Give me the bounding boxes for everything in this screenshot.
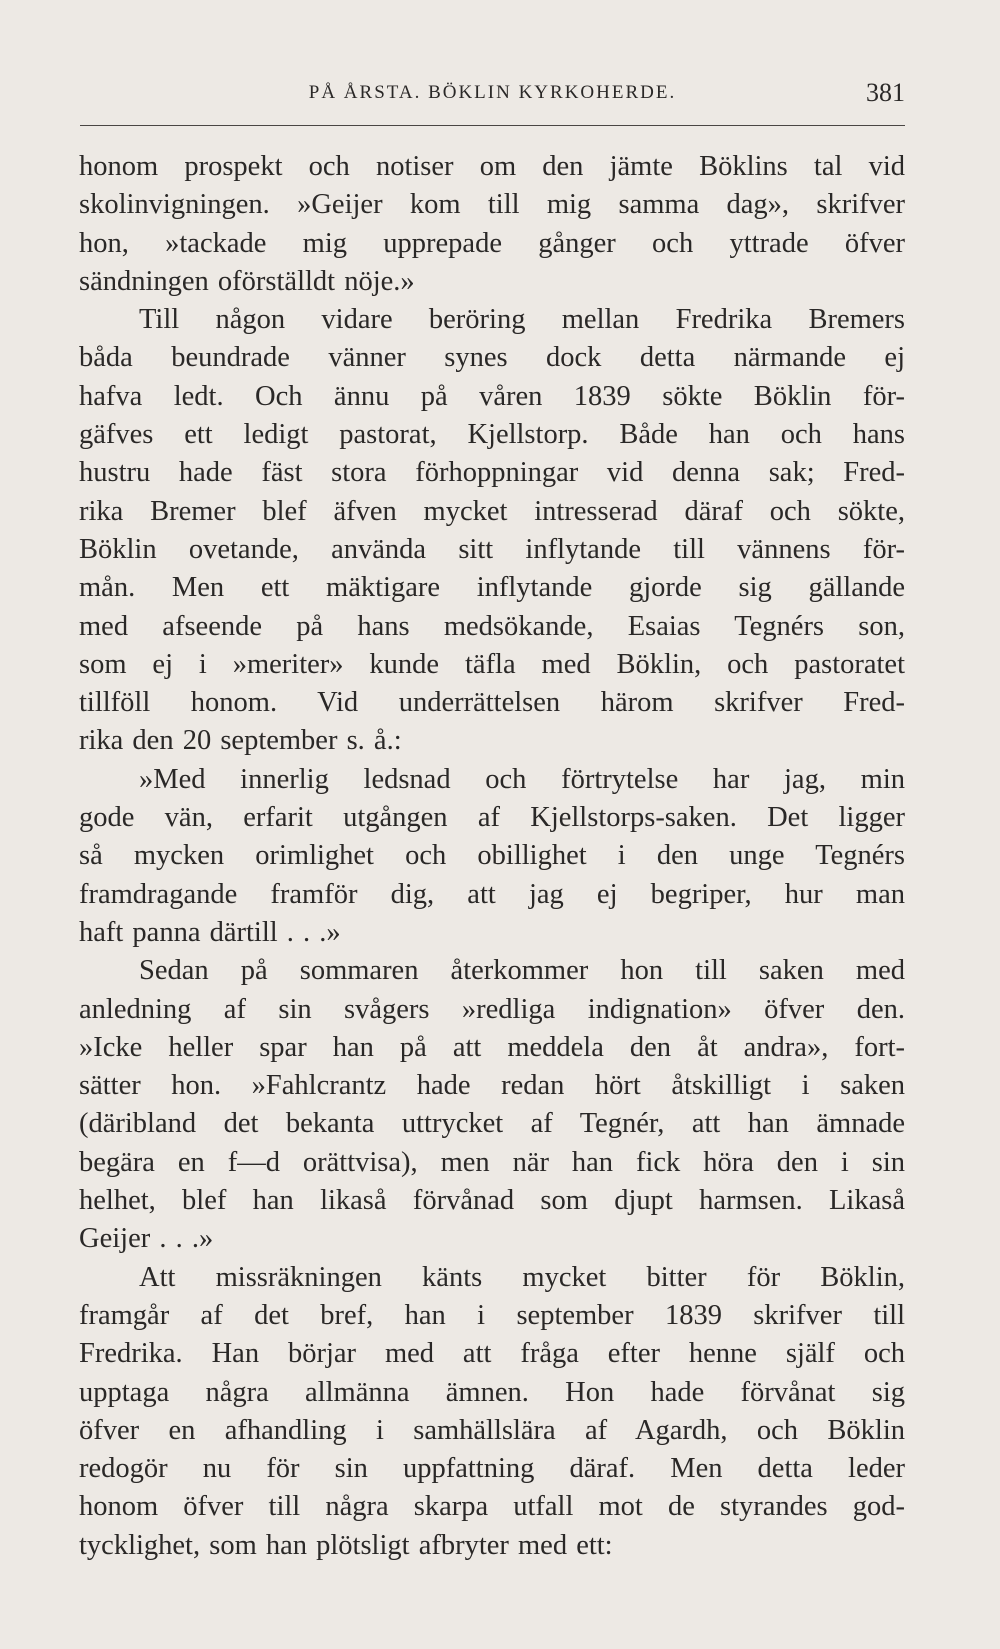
text-line: tycklighet, som han plötsligt afbryter med ett:: [79, 1529, 613, 1561]
text-line: begära en f—d orättvisa), men när han fick höra den i sin: [79, 1146, 905, 1178]
text-line: tillföll honom. Vid underrättelsen härom skrifver Fred-: [79, 687, 905, 719]
text-line: »Icke heller spar han på att meddela den åt andra», fort-: [79, 1031, 905, 1063]
text-line: upptaga några allmänna ämnen. Hon hade förvånat sig: [79, 1376, 905, 1408]
text-line: Böklin ovetande, använda sitt inflytande till vännens för-: [79, 533, 905, 565]
text-line: anledning af sin svågers »redliga indignation» öfver den.: [79, 993, 905, 1025]
text-line: framdragande framför dig, att jag ej begriper, hur man: [79, 878, 905, 910]
text-line: helhet, blef han likaså förvånad som djupt harmsen. Likaså: [79, 1185, 905, 1217]
running-head: [80, 78, 905, 108]
text-line: »Med innerlig ledsnad och förtrytelse har jag, min: [139, 763, 905, 795]
page-number: 381: [866, 78, 905, 107]
text-line: (däribland det bekanta uttrycket af Tegnér, att han ämnade: [79, 1108, 905, 1140]
header-rule: [80, 125, 905, 126]
text-line: honom öfver till några skarpa utfall mot de styrandes god-: [79, 1491, 905, 1523]
text-line: redogör nu för sin uppfattning däraf. Men detta leder: [79, 1453, 905, 1485]
text-line: Sedan på sommaren återkommer hon till saken med: [139, 955, 905, 987]
text-line: gäfves ett ledigt pastorat, Kjellstorp. Både han och hans: [79, 419, 905, 451]
text-line: mån. Men ett mäktigare inflytande gjorde sig gällande: [79, 572, 905, 604]
text-line: hon, »tackade mig upprepade gånger och yttrade öfver: [79, 227, 905, 259]
text-line: hafva ledt. Och ännu på våren 1839 sökte Böklin för-: [79, 380, 905, 412]
text-line: öfver en afhandling i samhällslära af Agardh, och Böklin: [79, 1414, 905, 1446]
text-line: med afseende på hans medsökande, Esaias Tegnérs son,: [79, 610, 905, 642]
text-line: hustru hade fäst stora förhoppningar vid denna sak; Fred-: [79, 457, 905, 489]
text-line: framgår af det bref, han i september 1839 skrifver till: [79, 1299, 905, 1331]
running-head-title: PÅ ÅRSTA. BÖKLIN KYRKOHERDE.: [308, 82, 677, 103]
text-line: rika den 20 september s. å.:: [79, 725, 402, 757]
text-line: Till någon vidare beröring mellan Fredrika Bremers: [139, 304, 905, 336]
text-line: båda beundrade vänner synes dock detta närmande ej: [79, 342, 905, 374]
text-line: så mycken orimlighet och obillighet i den unge Tegnérs: [79, 840, 905, 872]
text-line: skolinvigningen. »Geijer kom till mig samma dag», skrifver: [79, 189, 905, 221]
text-line: som ej i »meriter» kunde täfla med Böklin, och pastoratet: [79, 648, 905, 680]
text-line: rika Bremer blef äfven mycket intresserad däraf och sökte,: [79, 495, 905, 527]
text-line: sändningen oförställdt nöje.»: [79, 265, 415, 297]
text-line: haft panna därtill . . .»: [79, 916, 341, 948]
text-line: sätter hon. »Fahlcrantz hade redan hört åtskilligt i saken: [79, 1070, 905, 1102]
body-text: [79, 148, 905, 1565]
text-line: Geijer . . .»: [79, 1223, 214, 1255]
text-line: Fredrika. Han börjar med att fråga efter henne själf och: [79, 1338, 905, 1370]
text-line: honom prospekt och notiser om den jämte Böklins tal vid: [79, 151, 905, 182]
text-line: gode vän, erfarit utgången af Kjellstorps-saken. Det ligger: [79, 802, 905, 834]
text-line: Att missräkningen känts mycket bitter för Böklin,: [139, 1261, 905, 1293]
